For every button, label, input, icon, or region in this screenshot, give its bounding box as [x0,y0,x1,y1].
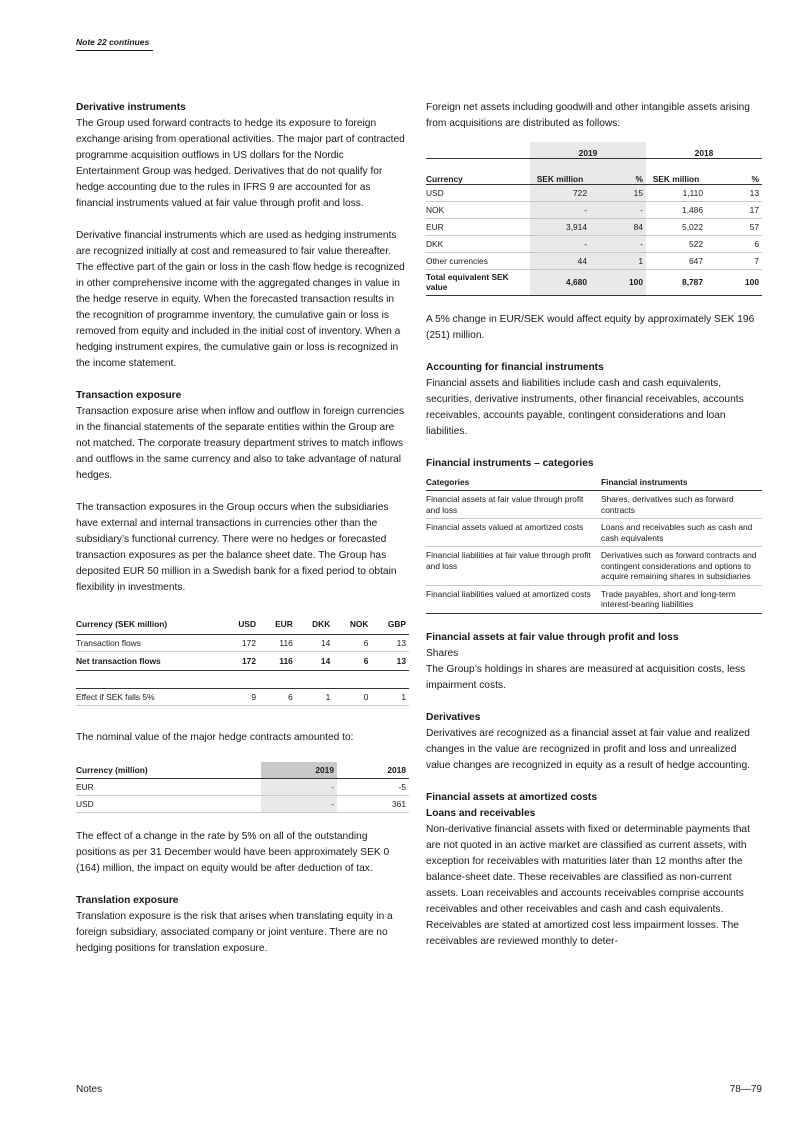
subheading: Loans and receivables [426,807,536,819]
table-row [76,634,409,651]
section-heading: Derivatives [426,711,481,723]
table-cell: 6 [706,235,762,252]
table-cell: 15 [590,184,646,201]
section-heading: Financial assets at fair value through profit and loss [426,631,679,643]
column-header: GBP [371,612,409,634]
paragraph: The transaction exposures in the Group occurs when the subsidiaries have external and internal transactions in currencies other than the subsidiary’s functional currency. There were no hedges or forecasted transaction exposures as per the balance sheet date. The Group has deposited EUR 50 million in a Swedish bank for a fixed period to obtain flexibility in investments. [76,502,397,593]
table-cell: 361 [337,796,409,813]
right-column [426,100,762,966]
table-cell: 17 [706,201,762,218]
table-row-total [426,269,762,295]
transaction-exposure-section [76,388,409,596]
assets-intro-text: Foreign net assets including goodwill and other intangible assets arising from acquisitions are distributed as follows: [426,102,750,129]
table-cell: 14 [296,634,333,651]
row-label: Effect if SEK falls 5% [76,688,222,705]
column-header: 2019 [261,762,337,779]
year-header-row [426,142,762,158]
table-cell: - [261,779,337,796]
row-label: Total equivalent SEK value [426,269,530,295]
column-header: Financial instruments [598,474,762,491]
table-cell: 84 [590,218,646,235]
fvtpl-section [426,630,762,694]
table-cell: 172 [222,634,259,651]
row-label: USD [426,184,530,201]
table-row [426,519,762,547]
instrument-cell: Shares, derivatives such as forward contracts [598,491,762,519]
section-heading: Accounting for financial instruments [426,361,604,373]
column-header: EUR [259,612,296,634]
row-label: Net transaction flows [76,651,222,670]
column-header: USD [222,612,259,634]
table-cell: - [530,235,590,252]
derivative-instruments-section [76,100,409,372]
table-spacer-row [76,670,409,688]
section-heading: Derivative instruments [76,102,186,113]
table-row [76,688,409,705]
column-header: Currency (SEK million) [76,612,222,634]
page-number: 78—79 [729,1084,762,1095]
translation-exposure-section [76,893,409,957]
table-row [426,218,762,235]
table-row [76,779,409,796]
table-header-row [76,612,409,634]
table-row [426,547,762,586]
table-cell: - [261,796,337,813]
table-cell: 1,486 [646,201,706,218]
category-cell: Financial assets valued at amortized costs [426,519,598,547]
row-label: DKK [426,235,530,252]
table-cell: 1 [296,688,333,705]
instrument-cell: Loans and receivables such as cash and cash equivalents [598,519,762,547]
section-heading: Financial assets at amortized costs [426,791,597,803]
paragraph: Derivatives are recognized as a financial asset at fair value and realized changes in the value are recognized in profit and loss and unrealized value changes are recognized in equity as a result of hedge accounting. [426,727,750,771]
column-header: 2018 [337,762,409,779]
amortized-costs-section [426,790,762,950]
table-cell: 1,110 [646,184,706,201]
table-cell: 7 [706,252,762,269]
column-header: SEK million [646,158,706,184]
table-cell: 13 [706,184,762,201]
categories-table-body [426,491,762,614]
footer-section-label: Notes [76,1084,103,1095]
table-cell: 57 [706,218,762,235]
paragraph: Translation exposure is the risk that arises when translating equity in a foreign subsidiary, associated company or joint venture. There are no hedging positions for translation exposure. [76,911,393,954]
row-label: USD [76,796,261,813]
table-cell: 116 [259,634,296,651]
paragraph: Financial assets and liabilities include cash and cash equivalents, securities, derivative instruments, other financial receivables, accounts receivables, accounts payable, contingent considerations and loan liabilities. [426,377,744,437]
hedge-intro-text: The nominal value of the major hedge contracts amounted to: [76,731,354,743]
column-header: Categories [426,474,598,491]
table-header-row [76,762,409,779]
table-cell: 8,787 [646,269,706,295]
table-cell: 14 [296,651,333,670]
accounting-section [426,360,762,440]
financial-instruments-categories-table [426,474,762,614]
instrument-cell: Derivatives such as forward contracts and contingent considerations and options to acquire remaining shares in subsidiaries [598,547,762,586]
paragraph: Transaction exposure arise when inflow and outflow in foreign currencies in the financial statements of the separate entities within the Group are not matched. The corporate treasury department strives to match inflows and outflows in the same currency and also to take advantage of natural hedges. [76,406,405,481]
table-cell: 1 [371,688,409,705]
section-heading: Transaction exposure [76,390,182,401]
column-header: Currency (million) [76,762,261,779]
column-header: % [706,158,762,184]
row-label: EUR [76,779,261,796]
table-cell: 4,680 [530,269,590,295]
table-header-row [426,158,762,184]
table-cell: 116 [259,651,296,670]
eur-sek-effect-text: A 5% change in EUR/SEK would affect equity by approximately SEK 196 (251) million. [426,313,755,341]
column-header: SEK million [530,158,590,184]
row-label: Transaction flows [76,634,222,651]
section-heading: Financial instruments – categories [426,457,594,469]
subheading: Shares [426,647,459,659]
table-cell: 0 [333,688,371,705]
transaction-exposure-table [76,612,409,706]
left-column [76,100,409,973]
column-header: % [590,158,646,184]
category-cell: Financial assets at fair value through profit and loss [426,491,598,519]
note-header: Note 22 continues [76,37,153,51]
table-cell: 722 [530,184,590,201]
hedge-contracts-table [76,762,409,814]
paragraph: The Group’s holdings in shares are measured at acquisition costs, less impairment costs. [426,663,746,691]
row-label: NOK [426,201,530,218]
table-cell: - [590,235,646,252]
table-cell: 100 [706,269,762,295]
paragraph: Derivative financial instruments which are used as hedging instruments are recognized initially at cost and remeasured to fair value thereafter. The effective part of the gain or loss in the cash flow hedge is recognized in other comprehensive income with the aggregated changes in value in the hedge reserve in equity. When the forecasted transaction results in the recognition of programme inventory, the cumulative gain or loss is removed from equity and included in the initial cost of inventory. When a hedging instrument expires, the cumulative gain or loss is recognized in the income statement. [76,230,405,369]
table-cell: 522 [646,235,706,252]
row-label: EUR [426,218,530,235]
table-cell: 6 [333,634,371,651]
table-row [426,585,762,613]
table-row-total [76,651,409,670]
table-cell: - [590,201,646,218]
category-cell: Financial liabilities at fair value through profit and loss [426,547,598,586]
table-row [426,235,762,252]
table-cell: 13 [371,634,409,651]
category-cell: Financial liabilities valued at amortized costs [426,585,598,613]
table-cell: 172 [222,651,259,670]
table-cell: 13 [371,651,409,670]
table-cell: -5 [337,779,409,796]
rate-effect-text: The effect of a change in the rate by 5% on all of the outstanding positions as per 31 December would have been approximately SEK 0 (164) million, the impact on equity would be after deduction of tax. [76,831,390,874]
table-cell: 100 [590,269,646,295]
section-heading: Translation exposure [76,895,179,906]
table-row [426,184,762,201]
table-cell: 6 [333,651,371,670]
table-cell: - [530,201,590,218]
table-cell: 647 [646,252,706,269]
column-header: Currency [426,158,530,184]
paragraph: Non-derivative financial assets with fixed or determinable payments that are not quoted in an active market are classified as current assets, with exception for receivables with maturities later than 12 months after the balance-sheet date. These receivables are classified as non-current assets. Loan receivables and accounts receivables comprise accounts receivables and other receivables and cash and cash equivalents. Receivables are stated at amortized cost less impairment losses. The receivables are reviewed monthly to deter- [426,823,750,947]
table-cell: 44 [530,252,590,269]
assets-table-body [426,184,762,295]
table-row [426,491,762,519]
table-header-row [426,474,762,491]
table-row [76,796,409,813]
table-row [426,201,762,218]
table-row [426,252,762,269]
year-2018-header: 2018 [646,142,762,158]
row-label: Other currencies [426,252,530,269]
instrument-cell: Trade payables, short and long-term interest-bearing liabilities [598,585,762,613]
derivatives-section [426,710,762,774]
year-2019-header: 2019 [530,142,646,158]
foreign-net-assets-table [426,142,762,296]
table-cell: 1 [590,252,646,269]
column-header: DKK [296,612,333,634]
table-cell: 6 [259,688,296,705]
table-cell: 9 [222,688,259,705]
table-cell: 3,914 [530,218,590,235]
paragraph: The Group used forward contracts to hedge its exposure to foreign exchange arising from operational activities. The major part of contracted programme acquisition outflows in US dollars for the Nordic Entertainment Group was hedged. Derivatives that do not qualify for hedge accounting due to the rules in IFRS 9 are accounted for as financial instruments valued at fair value through profit and loss. [76,118,405,209]
table-cell: 5,022 [646,218,706,235]
column-header: NOK [333,612,371,634]
